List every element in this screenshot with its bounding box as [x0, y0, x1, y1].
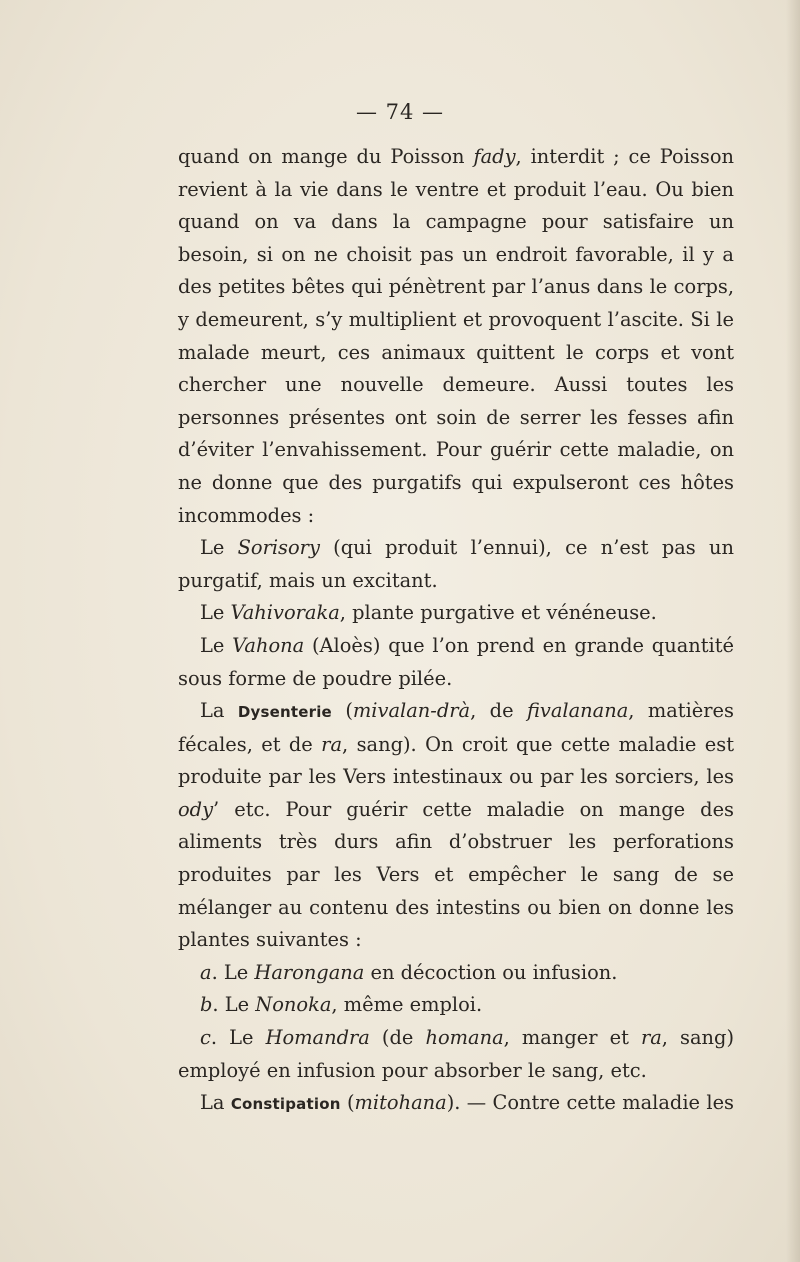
text-run: , même emploi. [331, 993, 483, 1017]
paragraph-item-a [178, 957, 734, 990]
italic-term: Harongana [254, 960, 365, 984]
text-run: ). — Contre cette maladie les [446, 1091, 735, 1115]
italic-term: a [200, 960, 212, 984]
italic-term: b [200, 993, 213, 1017]
paragraph-sorisory [178, 532, 734, 597]
text-run: . Le [210, 1026, 266, 1050]
italic-term: mivalan-drà [352, 699, 471, 723]
text-run: La [200, 1091, 231, 1115]
text-run: , plante purgative et vénéneuse. [339, 601, 657, 625]
text-run: (Aloès) que l’on prend en grande quantité sous forme de poudre pilée. [178, 633, 735, 690]
paragraph-item-b [178, 989, 734, 1022]
text-run: . Le [211, 960, 255, 984]
text-run: quand on mange du Poisson [178, 145, 474, 168]
italic-term: Vahivoraka [230, 601, 340, 625]
text-run: ’ etc. Pour guérir cette maladie on mange des aliments très durs afin d’obstruer les perforations produites par les Vers et empêcher le sang de se mélanger au contenu des intestins ou bien on donne les plantes suivantes : [178, 797, 734, 952]
page-number: — 74 — [355, 100, 445, 124]
text-run: , manger et [503, 1026, 641, 1050]
text-run: , matières fécales, et de [178, 699, 734, 756]
section-heading-term: Constipation [230, 1095, 341, 1114]
text-run: Le [200, 601, 231, 625]
text-run: Le [200, 536, 238, 560]
body-text [178, 141, 734, 1121]
text-run: , interdit ; ce Poisson revient à la vie dans le ventre et produit l’eau. Ou bien quand on va dans la campagne pour satisfaire un besoin, si on ne choisit pas un endroit favorable, il y a des petites bêtes qui pénètrent par l’anus dans le corps, y demeurent, s’y multiplient et provoquent l’ascite. Si le malade meurt, ces animaux quittent le corps et vont chercher une nouvelle demeure. Aussi toutes les personnes présentes ont soin de serrer les fesses afin d’éviter l’envahissement. Pour guérir cette maladie, on ne donne que des purgatifs qui expulseront ces hôtes incommodes : [178, 145, 734, 527]
text-run: ( [340, 1091, 355, 1115]
text-run: en décoction ou infusion. [364, 960, 618, 984]
italic-term: ody [178, 797, 214, 821]
italic-term: mitohana [354, 1091, 447, 1115]
italic-term: Nonoka [255, 993, 332, 1017]
text-run: La [200, 699, 238, 723]
text-run: (qui produit l’ennui), ce n’est pas un purgatif, mais un excitant. [178, 536, 734, 592]
paragraph-vahivoraka [178, 597, 734, 630]
paragraph-vahona [178, 630, 734, 695]
italic-term: Sorisory [237, 536, 320, 560]
italic-term: Homandra [265, 1026, 370, 1050]
italic-term: fady [473, 145, 516, 168]
paragraph-item-c [178, 1022, 734, 1087]
section-heading-term: Dysenterie [237, 703, 332, 722]
page-edge-shadow [786, 0, 800, 1262]
paragraph-dysenterie [178, 695, 734, 957]
italic-term: c [200, 1026, 211, 1050]
italic-term: fivalanana [526, 699, 629, 723]
italic-term: ra [640, 1026, 662, 1050]
text-run: ( [331, 699, 353, 723]
text-run: . Le [212, 993, 256, 1017]
text-run: , sang) employé en infusion pour absorber le sang, etc. [178, 1026, 735, 1082]
text-run: (de [369, 1026, 426, 1050]
text-run: , sang). On croit que cette maladie est produite par les Vers intestinaux ou par les sorciers, les [178, 732, 734, 789]
italic-term: Vahona [232, 633, 305, 657]
italic-term: ra [321, 732, 343, 756]
text-run: Le [200, 633, 233, 657]
text-run: , de [470, 699, 527, 723]
italic-term: homana [425, 1026, 504, 1050]
paragraph-ascite [178, 141, 734, 532]
paragraph-constipation [178, 1087, 734, 1121]
